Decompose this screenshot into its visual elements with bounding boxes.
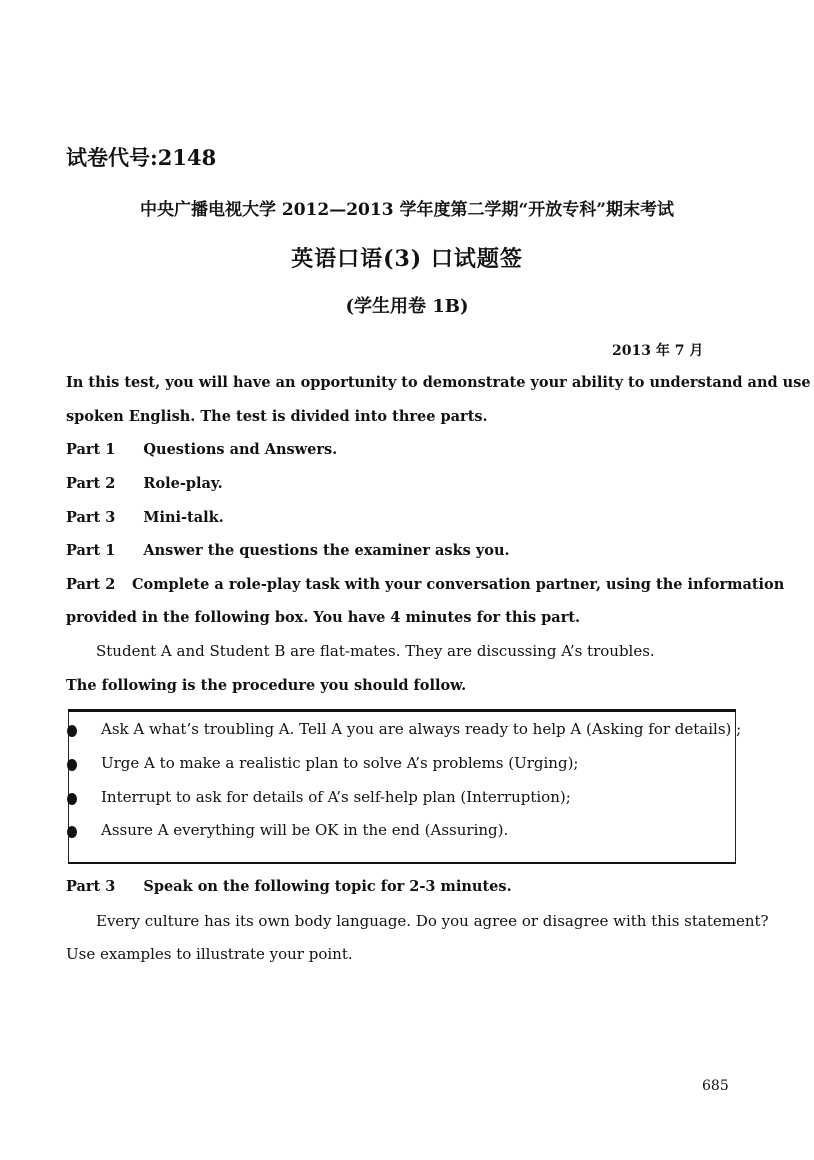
university-exam-line: 中央广播电视大学 2012—2013 学年度第二学期“开放专科”期末考试 bbox=[139, 200, 675, 220]
part-3-instruction bbox=[66, 878, 512, 895]
exam-date: 2013 年 7 月 bbox=[612, 343, 704, 359]
part-2-label: Part 2 bbox=[66, 576, 116, 593]
overview-part-2-desc: Role-play. bbox=[143, 475, 223, 492]
part-2-text-line-1: Complete a role-play task with your conversation partner, using the information bbox=[132, 576, 785, 593]
overview-part-3-desc: Mini-talk. bbox=[143, 509, 224, 526]
page-title: 英语口语(3) 口试题签 bbox=[291, 246, 523, 272]
intro-line-1: In this test, you will have an opportunity to demonstrate your ability to understand and use bbox=[66, 374, 811, 391]
role-play-scenario: Student A and Student B are flat-mates. They are discussing A’s troubles. bbox=[96, 642, 655, 660]
procedure-intro: The following is the procedure you should follow. bbox=[66, 677, 467, 694]
part-1-label: Part 1 bbox=[66, 542, 116, 559]
paper-code: 试卷代号:2148 bbox=[66, 145, 217, 170]
intro-line-2: spoken English. The test is divided into three parts. bbox=[66, 408, 488, 425]
overview-part-3 bbox=[66, 509, 224, 526]
overview-part-2 bbox=[66, 475, 223, 492]
procedure-step-text: Assure A everything will be OK in the end (Assuring). bbox=[101, 821, 509, 839]
part-2-instruction-line-1 bbox=[66, 576, 785, 593]
procedure-step-text: Ask A what’s troubling A. Tell A you are always ready to help A (Asking for details) ; bbox=[101, 720, 742, 738]
part-3-label: Part 3 bbox=[66, 878, 116, 895]
page-number: 685 bbox=[702, 1078, 729, 1094]
bullet-icon bbox=[67, 793, 77, 805]
part-1-text: Answer the questions the examiner asks you. bbox=[143, 542, 510, 559]
procedure-step-text: Urge A to make a realistic plan to solve A’s problems (Urging); bbox=[101, 754, 579, 772]
bullet-icon bbox=[67, 725, 77, 737]
overview-part-1 bbox=[66, 441, 337, 458]
part-1-instruction bbox=[66, 542, 510, 559]
overview-part-2-label: Part 2 bbox=[66, 475, 116, 492]
part-2-instruction-line-2: provided in the following box. You have 4 minutes for this part. bbox=[66, 609, 581, 626]
page-subtitle: (学生用卷 1B) bbox=[345, 296, 469, 317]
part-3-text: Speak on the following topic for 2-3 minutes. bbox=[143, 878, 512, 895]
procedure-step-text: Interrupt to ask for details of A’s self-help plan (Interruption); bbox=[101, 788, 571, 806]
overview-part-3-label: Part 3 bbox=[66, 509, 116, 526]
overview-part-1-desc: Questions and Answers. bbox=[143, 441, 338, 458]
bullet-icon bbox=[67, 759, 77, 771]
procedure-box bbox=[68, 709, 742, 864]
bullet-icon bbox=[67, 826, 77, 838]
part-3-topic-line-1: Every culture has its own body language. Do you agree or disagree with this statement? bbox=[96, 912, 769, 930]
overview-part-1-label: Part 1 bbox=[66, 441, 116, 458]
part-3-topic-line-2: Use examples to illustrate your point. bbox=[66, 945, 353, 963]
